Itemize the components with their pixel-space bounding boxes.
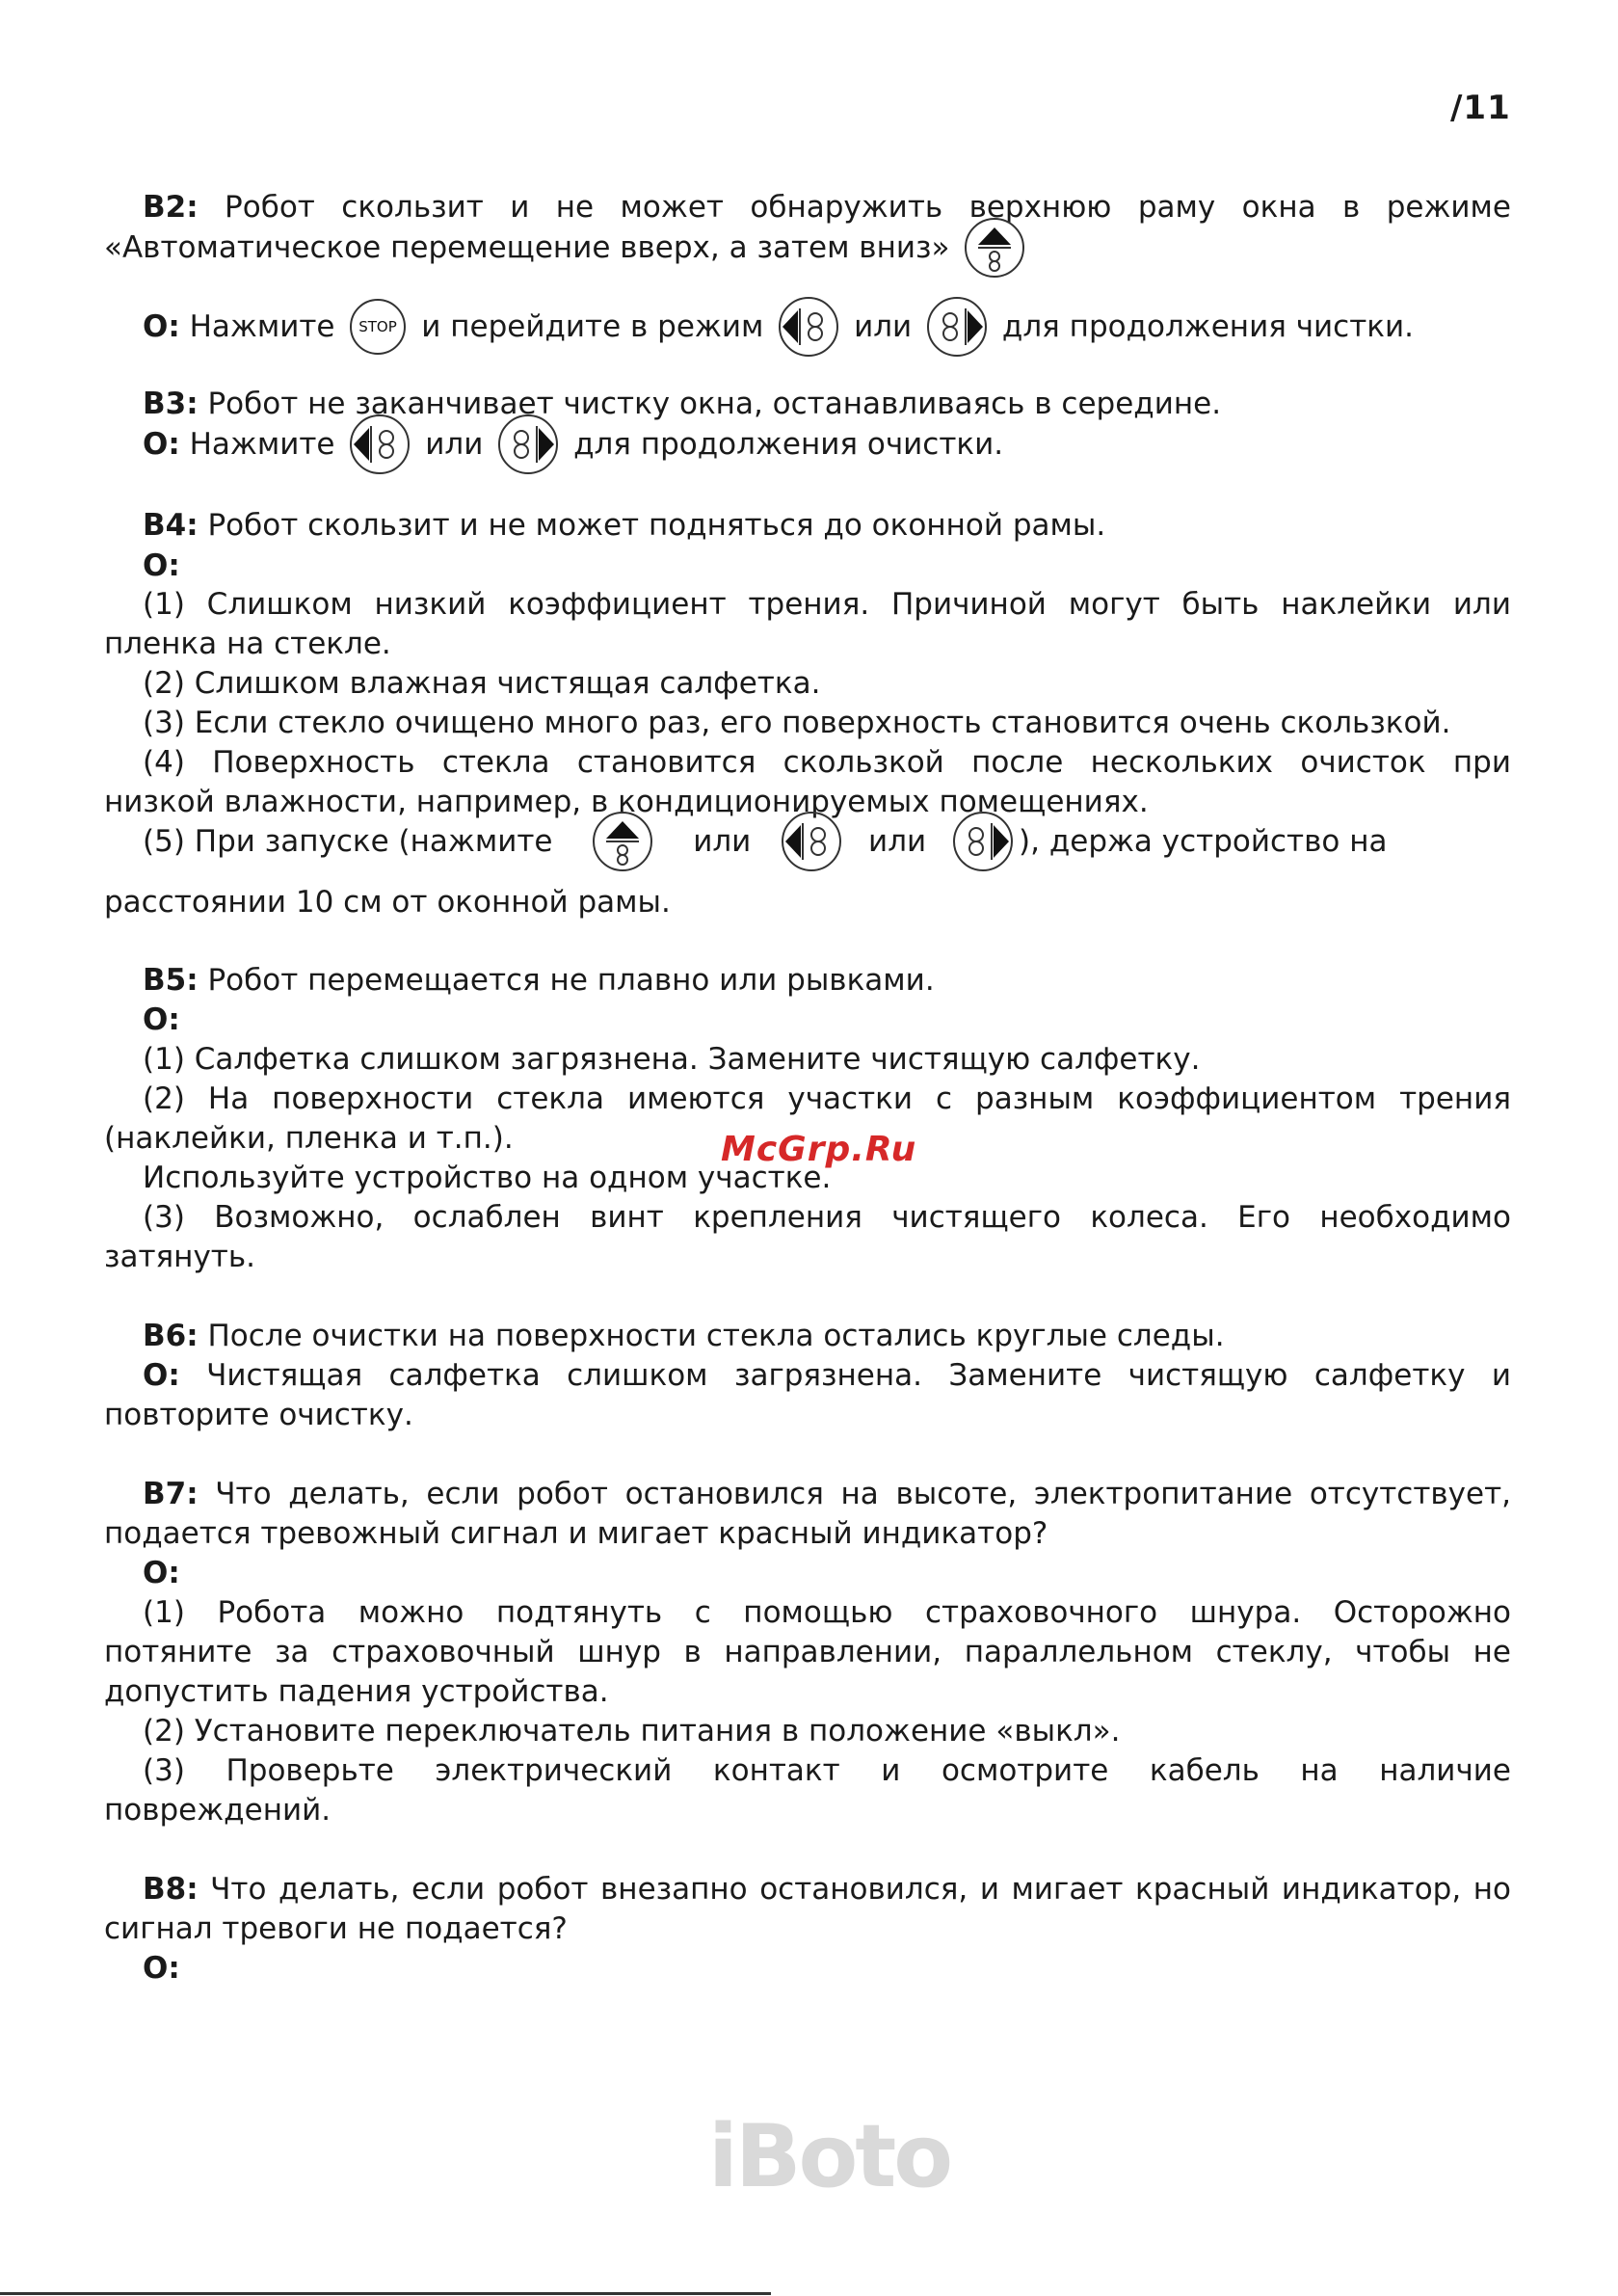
up-down-mode-icon: [963, 216, 1026, 280]
left-mode-icon: [777, 295, 840, 359]
page-number: /11: [1450, 89, 1511, 127]
b4-item4-line1: (4) Поверхность стекла становится скользкой после нескольких очисток при: [143, 745, 1511, 780]
b7-answer-label: О:: [143, 1556, 180, 1590]
b3-question: В3: Робот не заканчивает чистку окна, останавливаясь в середине.: [143, 387, 1222, 421]
b8-answer-label: О:: [143, 1951, 180, 1986]
b4-answer-label: О:: [143, 548, 180, 583]
b8-question-line2: сигнал тревоги не подается?: [104, 1911, 568, 1946]
b2-question-line1: В2: Робот скользит и не может обнаружить верхнюю раму окна в режиме: [143, 190, 1512, 225]
b7-item2: (2) Установите переключатель питания в положение «выкл».: [143, 1714, 1121, 1749]
b7-item3-line2: повреждений.: [104, 1793, 332, 1828]
b2-answer: О: Нажмите STOP и перейдите в режим или для продолжения чистки.: [143, 307, 1511, 347]
right-mode-icon: [496, 413, 560, 476]
b5-question: В5: Робот перемещается не плавно или рывками.: [143, 963, 935, 998]
watermark: McGrp.Ru: [721, 1130, 917, 1169]
b4-item3: (3) Если стекло очищено много раз, его поверхность становится очень скользкой.: [143, 706, 1451, 740]
b5-item2-line1: (2) На поверхности стекла имеются участки с разным коэффициентом трения: [143, 1081, 1511, 1116]
b5-item1: (1) Салфетка слишком загрязнена. Замените чистящую салфетку.: [143, 1042, 1201, 1077]
b5-answer-label: О:: [143, 1002, 180, 1037]
b6-answer-line1: О: Чистящая салфетка слишком загрязнена. Замените чистящую салфетку и: [143, 1358, 1511, 1393]
b4-item1-line1: (1) Слишком низкий коэффициент трения. Причиной могут быть наклейки или: [143, 587, 1511, 622]
b3-answer: О: Нажмите или для продолжения очистки.: [143, 424, 1511, 465]
b7-item1-line1: (1) Робота можно подтянуть с помощью страховочного шнура. Осторожно: [143, 1595, 1511, 1630]
b7-question-line1: В7: Что делать, если робот остановился на высоте, электропитание отсутствует,: [143, 1477, 1512, 1511]
b7-item1-line2: потяните за страховочный шнур в направлении, параллельном стеклу, чтобы не: [104, 1635, 1511, 1669]
b7-question-line2: подается тревожный сигнал и мигает красный индикатор?: [104, 1516, 1048, 1551]
left-mode-icon: [780, 810, 843, 873]
b8-question-line1: В8: Что делать, если робот внезапно остановился, и мигает красный индикатор, но: [143, 1872, 1511, 1907]
b4-question: В4: Робот скользит и не может подняться до оконной рамы.: [143, 508, 1106, 543]
b6-question: В6: После очистки на поверхности стекла остались круглые следы.: [143, 1319, 1225, 1353]
iboto-logo: iBoto: [708, 2106, 951, 2207]
b5-item3-line2: затянуть.: [104, 1240, 255, 1274]
stop-icon: [348, 297, 408, 357]
svg-text:STOP: STOP: [358, 317, 398, 335]
b4-item5-line1: (5) При запуске (нажмите или или ), держа устройство на: [143, 821, 1511, 862]
right-mode-icon: [925, 295, 989, 359]
b4-item1-line2: пленка на стекле.: [104, 627, 391, 661]
b4-item5-line2: расстоянии 10 см от оконной рамы.: [104, 885, 671, 920]
b6-answer-line2: повторите очистку.: [104, 1398, 413, 1432]
b5-item3-line1: (3) Возможно, ослаблен винт крепления чистящего колеса. Его необходимо: [143, 1200, 1511, 1235]
b5-item2-line3: Используйте устройство на одном участке.: [143, 1161, 832, 1195]
b7-item3-line1: (3) Проверьте электрический контакт и осмотрите кабель на наличие: [143, 1753, 1511, 1788]
b4-item2: (2) Слишком влажная чистящая салфетка.: [143, 666, 821, 701]
b7-item1-line3: допустить падения устройства.: [104, 1674, 609, 1709]
b2-question-line2: «Автоматическое перемещение вверх, а затем вниз»: [104, 227, 1511, 268]
up-down-mode-icon: [591, 810, 654, 873]
left-mode-icon: [348, 413, 411, 476]
footer-rule: [0, 2292, 771, 2295]
b5-item2-line2: (наклейки, пленка и т.п.).: [104, 1121, 514, 1156]
b4-item4-line2: низкой влажности, например, в кондиционируемых помещениях.: [104, 785, 1149, 819]
right-mode-icon: [951, 810, 1015, 873]
